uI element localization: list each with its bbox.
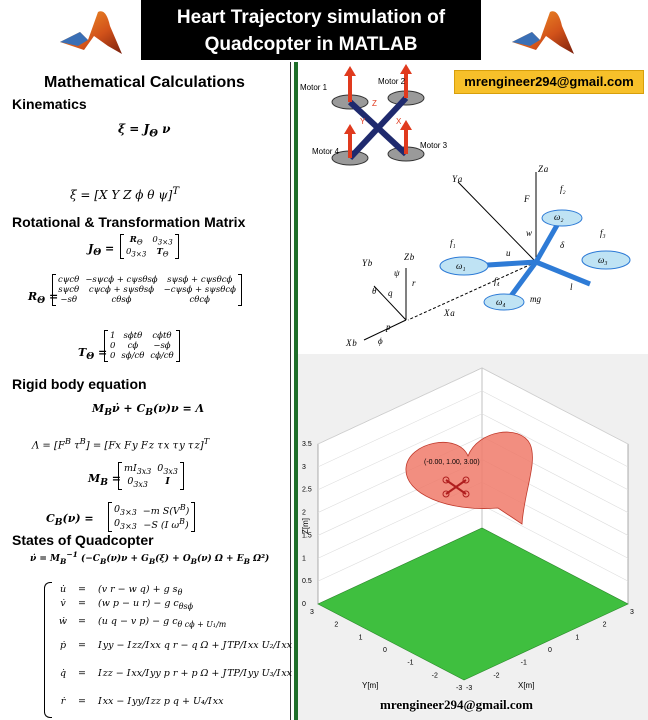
states-heading: States of Quadcopter [12,532,154,548]
motor-2-label: Motor 2 [378,77,406,86]
yb-label: Y b [362,258,373,268]
x-tick-label: -2 [493,672,500,680]
omega1-label: ω₁ [456,261,466,271]
z-tick-label: 2.5 [302,486,312,494]
x-label: X [396,117,402,126]
x-tick-label: 0 [548,647,552,654]
math-heading: Mathematical Calculations [44,74,245,91]
xb-label: X b [346,338,357,348]
u-label: u [506,248,511,258]
motor-4-label: Motor 4 [312,147,340,156]
title-line-1: Heart Trajectory simulation of [176,7,446,28]
quadcopter-sketch [300,64,448,165]
motor-3-label: Motor 3 [420,141,448,150]
z-tick-label: 0.5 [302,578,312,586]
x-tick-label: -3 [466,685,473,692]
xa-label: X a [444,308,455,318]
quadcopter-diagram [298,62,648,354]
motor-1-label: Motor 1 [300,83,328,92]
theta-label: θ [372,286,377,296]
trajectory-plot[interactable] [298,354,648,720]
z-tick-label: 3 [302,463,306,471]
math-column [0,62,293,720]
c-matrix-equation: $C_B(\nu)$ = [46,512,94,529]
omega3-label: ω₃ [598,255,608,265]
t-matrix-equation: $T_\Theta$ = [78,346,108,363]
phi-label: ϕ [378,336,383,346]
states-equation: ν̇ = $M_B^{-1}$ ($-C_B(\nu)\nu + G_B(\xi) + O_B(\nu) \Omega + E_B$ Ω²) [30,550,270,566]
rigid-body-heading: Rigid body equation [12,376,147,392]
kinematics-heading: Kinematics [12,96,87,112]
omega4-label: ω₄ [496,297,506,307]
page-title [141,0,481,60]
y-tick-label: 1 [358,634,363,642]
psi-label: ψ [394,268,400,278]
rotation-heading: Rotational & Transformation Matrix [12,214,246,230]
title-line-2: Quadcopter in MATLAB [204,34,418,55]
position-annotation: (-0.00, 1.00, 3.00) [424,459,480,466]
omega2-label: ω₂ [554,212,564,222]
matlab-logo-icon [510,6,576,62]
delta-label: δ [560,240,565,250]
z-tick-label: 0 [302,601,306,608]
j-matrix: $R_\Theta$ $0_{3\times 3}$ $0_{3\times 3}$ $T_\Theta$ [120,234,179,259]
y-tick-label: -2 [431,672,438,680]
z-tick-label: 1 [302,555,306,563]
y-axis-label: Y[m] [362,681,379,690]
kinematics-equation: $\xi = J_\Theta$ ν [118,122,171,140]
r-label: r [412,278,416,288]
y-tick-label: 2 [334,621,339,629]
w-label: w [526,228,533,238]
z-tick-label: 2 [302,509,306,517]
rigid-body-equation: $M_B\nu̇ + C_B(\nu)\nu = \Lambda$ [92,402,205,419]
j-matrix-equation: $J_\Theta$ = [88,242,115,259]
z-label: Z [372,99,377,108]
m-matrix-equation: $M_B$ = [88,472,121,489]
y-tick-label: -1 [407,659,414,667]
brace [44,582,52,718]
x-tick-label: 1 [575,634,580,642]
p-label: p [386,322,391,332]
f1-label: f₁ [450,238,456,248]
email-badge[interactable]: mrengineer294@gmail.com [454,70,644,94]
column-divider [290,62,291,720]
lambda-equation: $\Lambda = [F^B$ $\tau^B] = [Fx$ F y F z τ x τ y τ z]$^T$ [32,436,210,452]
f4-label: f₄ [494,276,500,286]
y-tick-label: -3 [456,685,463,692]
x-tick-label: -1 [520,659,527,667]
state-vector-equation: ξ = [X Y Z ϕ θ ψ]$^T$ [70,186,180,202]
y-tick-label: 3 [310,609,314,616]
z-tick-label: 1.5 [302,532,312,540]
t-matrix: 1 sϕtθ cϕtθ 0 cϕ −sϕ 0 sϕ/cθ cϕ/cθ [104,330,180,362]
x-tick-label: 3 [630,609,634,616]
l-label: l [570,282,573,292]
x-axis-label: X[m] [518,681,535,690]
za-label: Z a [538,164,549,174]
q-label: q [388,288,393,298]
f-label: F [524,194,530,204]
state-equations: u̇ = (v r − w q) + g $s_\theta$ v̇ = (w p − u r) − g $c_{\theta s\phi}$ ẇ = (u q − v p) − g $c_{\theta c\phi + U_1/m}$ ṗ = I yy − I zz/I xx q r − q Ω + J TP/I xx U₂/I xx q̇ = I zz − I xx/I yy p r + p Ω + J TP/I yy U₃/I xx ṙ = I xx − I yy/I zz p q + U₄/I xx [56,582,256,718]
c-matrix: $0_{3\times 3}$ −m $S(V^B)$ $0_{3\times 3}$ −S (I $\omega^B$) [108,502,195,532]
m-matrix: $mI_{3x3}$ $0_{3x3}$ $0_{3x3}$ I [118,462,184,490]
f2-label: f₂ [560,184,566,194]
free-body-diagram [345,164,630,348]
x-tick-label: 2 [602,621,607,629]
r-matrix: cψcθ −sψcϕ + cψsθsϕ sψsϕ + cψsθcϕ sψcθ cψcϕ + sψsθsϕ −cψsϕ + sψsθcϕ −sθ cθsϕ cθcϕ [52,274,242,306]
zb-label: Z b [404,252,415,262]
r-matrix-equation: $R_\Theta$ = [28,290,59,307]
f3-label: f₃ [600,228,606,238]
y-tick-label: 0 [383,647,387,654]
z-tick-label: 3.5 [302,441,312,448]
watermark-email: mrengineer294@gmail.com [380,697,534,712]
z-axis-label: Z[m] [301,518,310,534]
mg-label: mg [530,294,541,304]
y-label: Y [360,117,366,126]
matlab-logo-icon [58,6,124,62]
ya-label: Y a [452,174,463,184]
